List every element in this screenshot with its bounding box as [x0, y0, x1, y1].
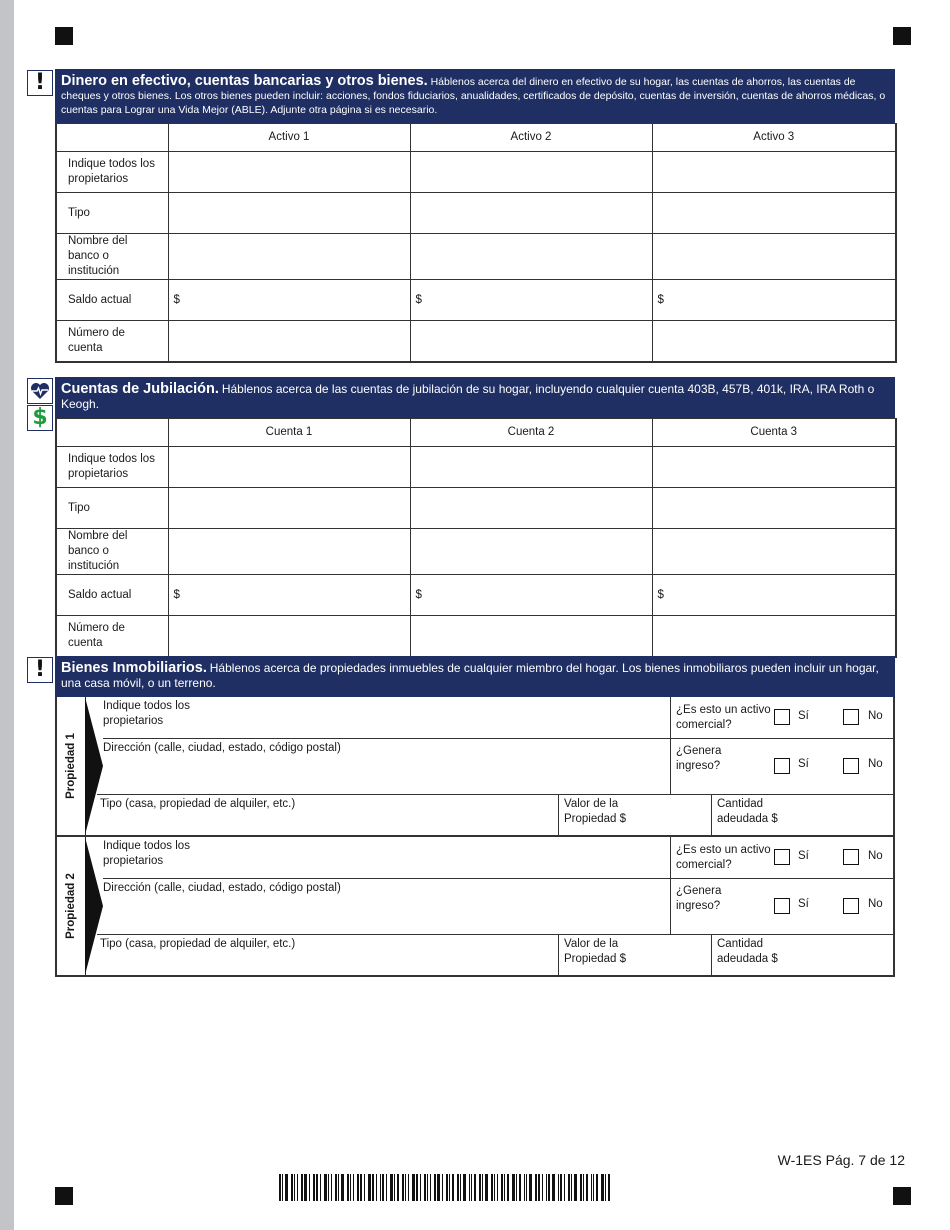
owners-field[interactable]	[410, 152, 652, 193]
barcode-bar	[430, 1174, 431, 1201]
type-label: Tipo (casa, propiedad de alquiler, etc.)	[100, 938, 296, 950]
left-margin-bar	[0, 0, 14, 1230]
barcode-bar	[512, 1174, 515, 1201]
barcode-bar	[591, 1174, 592, 1201]
currency-symbol: $	[173, 588, 180, 601]
property-label: Propiedad 2	[65, 873, 77, 939]
barcode-bar	[494, 1174, 495, 1201]
property-1-block	[55, 697, 895, 837]
barcode-bar	[548, 1174, 550, 1201]
barcode-bar	[593, 1174, 594, 1201]
section-description: Háblenos acerca del dinero en efectivo de su hogar, las cuentas de ahorros, las cuentas de cheques y otros bienes. Los otros bienes pueden incluir: acciones, fondos fiduciarios, anualidades, certificados de depósito, cuentas de inversión, cuentas de ahorros médicas, o cuentas para Lograr una Vida Mejor (ABLE). Adjunte otra página si es necesario.	[61, 76, 886, 116]
barcode-bar	[304, 1174, 307, 1201]
value-label: Valor de la Propiedad $	[564, 798, 627, 825]
cash-bank-header	[55, 69, 895, 123]
barcode-bar	[282, 1174, 283, 1201]
barcode-bar	[350, 1174, 351, 1201]
business-yes-checkbox[interactable]	[774, 709, 790, 725]
barcode-bar	[368, 1174, 371, 1201]
value-label: Valor de la Propiedad $	[564, 938, 627, 965]
barcode-bar	[382, 1174, 384, 1201]
barcode-bar	[552, 1174, 555, 1201]
barcode-bar	[279, 1174, 281, 1201]
column-header: Activo 1	[168, 124, 410, 152]
section-description: Háblenos acerca de propiedades inmuebles de cualquier miembro del hogar. Los bienes inmobiliaros pueden incluir un hogar, una casa móvil, o un terreno.	[61, 661, 879, 690]
type-field[interactable]	[410, 488, 652, 529]
barcode-bar	[485, 1174, 488, 1201]
barcode-bar	[558, 1174, 559, 1201]
account-number-field[interactable]	[168, 616, 410, 658]
barcode-bar	[402, 1174, 404, 1201]
barcode-bar	[529, 1174, 532, 1201]
barcode-bar	[583, 1174, 584, 1201]
barcode-bar	[519, 1174, 521, 1201]
barcode-bar	[516, 1174, 517, 1201]
type-field[interactable]	[652, 488, 896, 529]
no-label: No	[868, 710, 883, 722]
column-header: Cuenta 2	[410, 419, 652, 447]
barcode-bar	[405, 1174, 406, 1201]
barcode-bar	[507, 1174, 509, 1201]
business-question: ¿Es esto un activo comercial?	[676, 704, 771, 731]
barcode-bar	[301, 1174, 303, 1201]
row-label: Nombre del banco o institución	[56, 529, 168, 575]
barcode-bar	[372, 1174, 374, 1201]
barcode-bar	[331, 1174, 332, 1201]
barcode-bar	[328, 1174, 329, 1201]
business-question: ¿Es esto un activo comercial?	[676, 844, 771, 871]
barcode-bar	[364, 1174, 365, 1201]
barcode-bar	[526, 1174, 527, 1201]
income-yes-checkbox[interactable]	[774, 758, 790, 774]
property-label: Propiedad 1	[65, 733, 77, 799]
yes-label: Sí	[798, 850, 809, 862]
business-yes-checkbox[interactable]	[774, 849, 790, 865]
barcode-bar	[482, 1174, 483, 1201]
barcode-bar	[580, 1174, 582, 1201]
type-field[interactable]	[168, 193, 410, 234]
dollar-icon: $	[27, 405, 53, 431]
balance-field[interactable]	[652, 575, 896, 616]
barcode-bar	[463, 1174, 466, 1201]
barcode-bar	[341, 1174, 344, 1201]
barcode-bar	[297, 1174, 298, 1201]
barcode-bar	[449, 1174, 450, 1201]
barcode-bar	[386, 1174, 387, 1201]
income-yes-checkbox[interactable]	[774, 898, 790, 914]
barcode-bar	[535, 1174, 537, 1201]
barcode-bar	[568, 1174, 570, 1201]
row-label: Saldo actual	[56, 575, 168, 616]
row-label: Nombre del banco o institución	[56, 234, 168, 280]
cash-bank-section	[55, 69, 895, 363]
barcode-bar	[469, 1174, 470, 1201]
barcode-bar	[357, 1174, 359, 1201]
row-label: Número de cuenta	[56, 616, 168, 658]
barcode-bar	[574, 1174, 577, 1201]
bank-field[interactable]	[168, 529, 410, 575]
barcode-bar	[601, 1174, 604, 1201]
owners-field[interactable]	[168, 447, 410, 488]
barcode-bar	[408, 1174, 409, 1201]
balance-field[interactable]	[652, 280, 896, 321]
column-header: Cuenta 3	[652, 419, 896, 447]
barcode-bar	[316, 1174, 318, 1201]
registration-mark-top-left	[55, 27, 73, 45]
business-no-checkbox[interactable]	[843, 849, 859, 865]
bank-field[interactable]	[410, 234, 652, 280]
bank-field[interactable]	[410, 529, 652, 575]
owners-field[interactable]	[410, 447, 652, 488]
balance-field[interactable]	[168, 280, 410, 321]
property-arrow-icon	[85, 697, 103, 835]
barcode-bar	[424, 1174, 426, 1201]
barcode-bar	[479, 1174, 481, 1201]
address-label: Dirección (calle, ciudad, estado, código postal)	[103, 742, 341, 754]
column-header: Activo 2	[410, 124, 652, 152]
account-number-field[interactable]	[410, 321, 652, 363]
barcode-bar	[291, 1174, 293, 1201]
barcode-bar	[460, 1174, 461, 1201]
exclamation-icon: !	[27, 70, 53, 96]
owed-label: Cantidad adeudada $	[717, 938, 778, 965]
row-label: Saldo actual	[56, 280, 168, 321]
income-no-checkbox[interactable]	[843, 758, 859, 774]
barcode-bar	[586, 1174, 588, 1201]
registration-mark-bottom-right	[893, 1187, 911, 1205]
heart-pulse-icon	[27, 378, 53, 404]
owners-field[interactable]	[652, 447, 896, 488]
income-question: ¿Genera ingreso?	[676, 745, 722, 772]
barcode-bar	[457, 1174, 459, 1201]
section-description: Háblenos acerca de las cuentas de jubilación de su hogar, incluyendo cualquier cuenta 403B, 457B, 401k, IRA, IRA Roth o Keogh.	[61, 382, 875, 411]
barcode-bar	[313, 1174, 315, 1201]
barcode-bar	[427, 1174, 428, 1201]
balance-field[interactable]	[168, 575, 410, 616]
section-title: Dinero en efectivo, cuentas bancarias y otros bienes.	[61, 73, 428, 89]
barcode-bar	[605, 1174, 606, 1201]
barcode-bar	[437, 1174, 440, 1201]
barcode-bar	[420, 1174, 421, 1201]
barcode-bar	[309, 1174, 310, 1201]
column-header: Cuenta 1	[168, 419, 410, 447]
type-field[interactable]	[652, 193, 896, 234]
no-label: No	[868, 850, 883, 862]
barcode-bar	[446, 1174, 448, 1201]
real-estate-header	[55, 656, 895, 697]
page-number: W-1ES Pág. 7 de 12	[777, 1152, 905, 1168]
type-field[interactable]	[168, 488, 410, 529]
currency-symbol: $	[657, 293, 664, 306]
barcode-bar	[501, 1174, 503, 1201]
barcode-bar	[335, 1174, 337, 1201]
income-no-checkbox[interactable]	[843, 898, 859, 914]
column-header: Activo 3	[652, 124, 896, 152]
property-arrow-icon	[85, 837, 103, 975]
barcode-bar	[504, 1174, 505, 1201]
barcode-bar	[452, 1174, 454, 1201]
barcode-bar	[538, 1174, 540, 1201]
account-number-field[interactable]	[168, 321, 410, 363]
barcode-bar	[376, 1174, 377, 1201]
barcode-bar	[491, 1174, 493, 1201]
barcode-bar	[524, 1174, 525, 1201]
balance-field[interactable]	[410, 280, 652, 321]
registration-mark-bottom-left	[55, 1187, 73, 1205]
barcode-bar	[474, 1174, 476, 1201]
no-label: No	[868, 898, 883, 910]
barcode-bar	[546, 1174, 547, 1201]
barcode-bar	[497, 1174, 498, 1201]
barcode-bar	[471, 1174, 472, 1201]
row-label: Indique todos los propietarios	[56, 152, 168, 193]
assets-table	[55, 123, 897, 363]
bank-field[interactable]	[168, 234, 410, 280]
currency-symbol: $	[173, 293, 180, 306]
retirement-header	[55, 377, 895, 418]
business-no-checkbox[interactable]	[843, 709, 859, 725]
owners-label: Indique todos los propietarios	[103, 840, 190, 867]
bank-field[interactable]	[652, 529, 896, 575]
barcode-bar	[347, 1174, 349, 1201]
barcode-bar	[397, 1174, 399, 1201]
barcode-bar	[442, 1174, 443, 1201]
no-label: No	[868, 758, 883, 770]
barcode-bar	[564, 1174, 565, 1201]
owed-label: Cantidad adeudada $	[717, 798, 778, 825]
row-label: Tipo	[56, 488, 168, 529]
barcode-bar	[542, 1174, 543, 1201]
barcode	[279, 1174, 613, 1201]
barcode-bar	[412, 1174, 415, 1201]
exclamation-icon: !	[27, 657, 53, 683]
retirement-table	[55, 418, 897, 658]
real-estate-section	[55, 656, 895, 977]
barcode-bar	[394, 1174, 395, 1201]
row-label: Indique todos los propietarios	[56, 447, 168, 488]
barcode-bar	[596, 1174, 598, 1201]
address-label: Dirección (calle, ciudad, estado, código postal)	[103, 882, 341, 894]
barcode-bar	[360, 1174, 362, 1201]
barcode-bar	[416, 1174, 418, 1201]
owners-label: Indique todos los propietarios	[103, 700, 190, 727]
balance-field[interactable]	[410, 575, 652, 616]
barcode-bar	[285, 1174, 288, 1201]
owners-field[interactable]	[652, 152, 896, 193]
account-number-field[interactable]	[410, 616, 652, 658]
barcode-bar	[324, 1174, 327, 1201]
type-field[interactable]	[410, 193, 652, 234]
barcode-bar	[608, 1174, 610, 1201]
account-number-field[interactable]	[652, 321, 896, 363]
owners-field[interactable]	[168, 152, 410, 193]
retirement-section	[55, 377, 895, 658]
row-label: Número de cuenta	[56, 321, 168, 363]
type-label: Tipo (casa, propiedad de alquiler, etc.)	[100, 798, 296, 810]
row-label: Tipo	[56, 193, 168, 234]
account-number-field[interactable]	[652, 616, 896, 658]
bank-field[interactable]	[652, 234, 896, 280]
registration-mark-top-right	[893, 27, 911, 45]
section-title: Cuentas de Jubilación.	[61, 381, 219, 397]
currency-symbol: $	[657, 588, 664, 601]
barcode-bar	[320, 1174, 321, 1201]
currency-symbol: $	[415, 588, 422, 601]
barcode-bar	[294, 1174, 295, 1201]
barcode-bar	[571, 1174, 572, 1201]
currency-symbol: $	[415, 293, 422, 306]
barcode-bar	[390, 1174, 393, 1201]
yes-label: Sí	[798, 710, 809, 722]
barcode-bar	[353, 1174, 354, 1201]
income-question: ¿Genera ingreso?	[676, 885, 722, 912]
yes-label: Sí	[798, 758, 809, 770]
yes-label: Sí	[798, 898, 809, 910]
barcode-bar	[560, 1174, 562, 1201]
barcode-bar	[434, 1174, 436, 1201]
property-2-block	[55, 837, 895, 977]
barcode-bar	[380, 1174, 381, 1201]
section-title: Bienes Inmobiliarios.	[61, 660, 207, 676]
barcode-bar	[338, 1174, 339, 1201]
